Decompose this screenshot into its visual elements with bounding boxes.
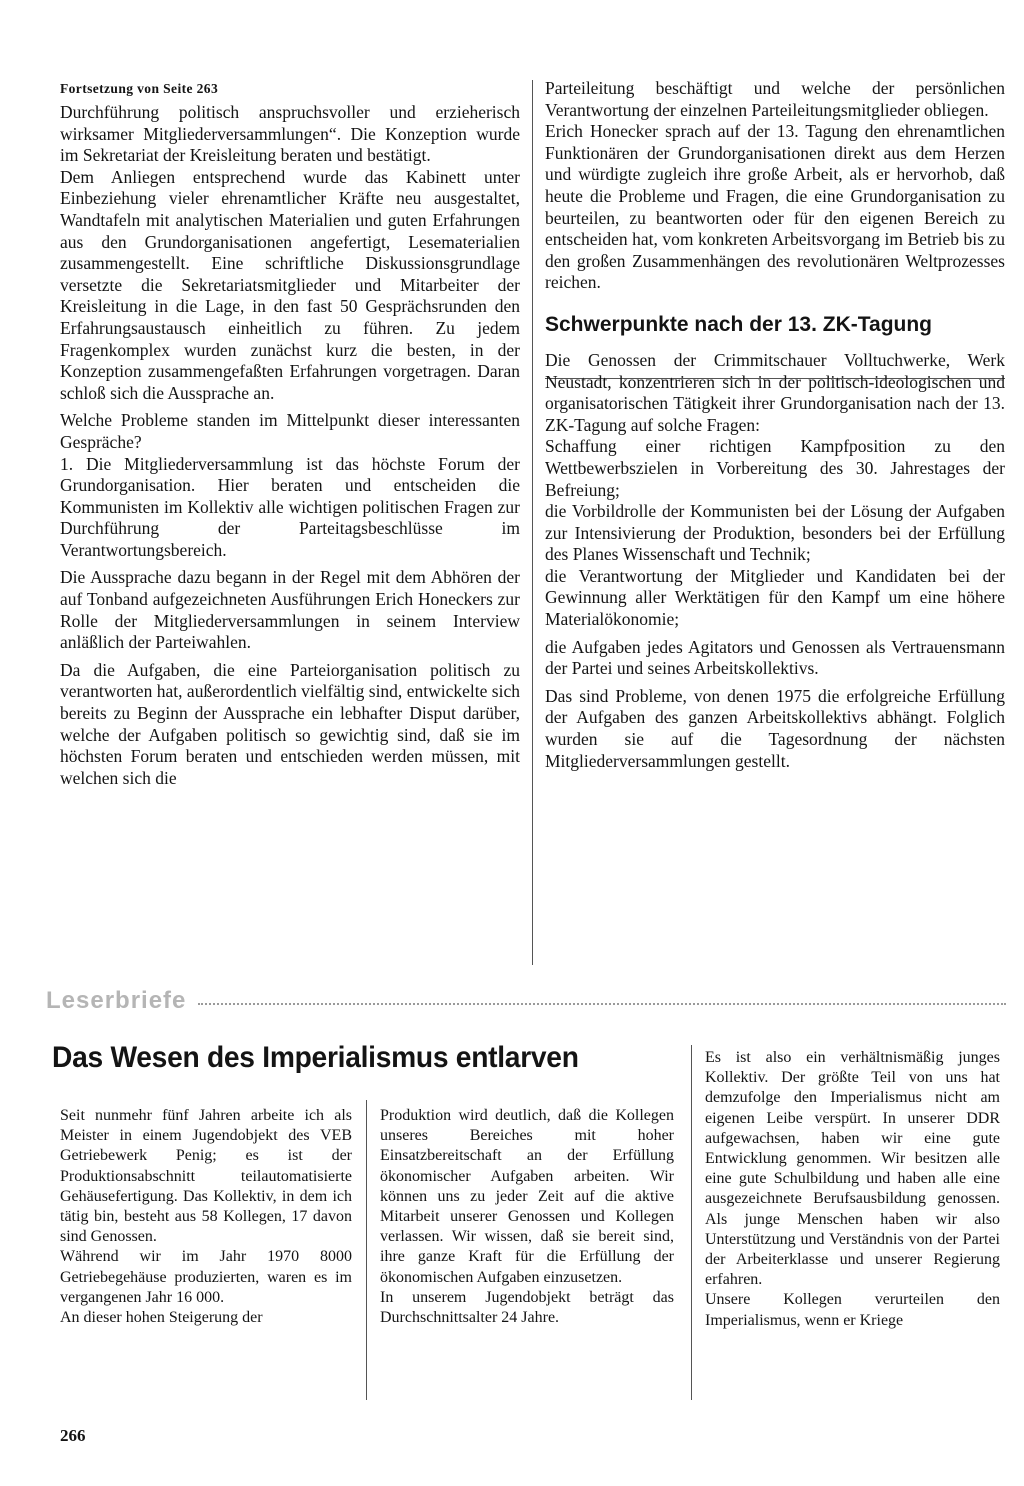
letter-paragraph: Während wir im Jahr 1970 8000 Getriebegehäuse produzierten, waren es im vergangenen Jahr 16 000. — [60, 1248, 352, 1306]
article-paragraph: Die Genossen der Crimmitschauer Volltuchwerke, Werk Neustadt, konzentrieren sich in der politisch-ideologischen und organisatorischen Tätigkeit ihrer Grundorganisation nach der 13. ZK-Tagung auf solche Fragen: — [545, 349, 1005, 435]
article-paragraph: Dem Anliegen entsprechend wurde das Kabinett unter Einbeziehung vieler ehrenamtlicher Kräfte neu ausgestaltet, Wandtafeln mit analytischen Materialien und guten Erfahrungen aus den Grundorganisationen angefertigt, Lesematerialien zusammengestellt. Eine schriftliche Diskussionsgrundlage versetzte die Sekretariatsmitglieder und Mitarbeiter der Kreisleitung in die Lage, in den fast 50 Gesprächsrunden den Erfahrungsaustausch einheitlich zu führen. Zu jedem Fragenkomplex wurden zunächst kurz die besten, in der Konzeption zusammengefaßten Erfahrungen vorgetragen. Daran schloß sich die Aussprache an. — [60, 166, 520, 403]
article-paragraph: Schaffung einer richtigen Kampfposition zu den Wettbewerbszielen in Vorbereitung des 30. Jahrestages der Befreiung; — [545, 436, 1005, 500]
letter-paragraph: Es ist also ein verhältnismäßig junges Kollektiv. Der größte Teil von uns hat demzufolge den Imperialismus nicht am eigenen Leibe verspürt. In unserer DDR aufgewachsen, haben wir eine gute Entwicklung genommen. Wir besitzen alle eine gute Schulbildung und haben alle eine ausgezeichnete Berufsausbildung genossen. Als junge Menschen haben wir also Unterstützung und Verständnis von der Partei der Arbeiterklasse und unserer Regierung erfahren. — [705, 1049, 1000, 1289]
article-paragraph: Die Aussprache dazu begann in der Regel mit dem Abhören der auf Tonband aufgezeichneten Ausführungen Erich Honeckers zur Rolle der Mitgliederversammlungen in seinem Interview anläßlich der Parteiwahlen. — [60, 567, 520, 653]
article-paragraph: Durchführung politisch anspruchsvoller und erzieherisch wirksamer Mitgliederversammlungen“. Die Konzeption wurde im Sekretariat der Kreisleitung beraten und bestätigt. — [60, 102, 520, 166]
article-paragraph: Erich Honecker sprach auf der 13. Tagung den ehrenamtlichen Funktionären der Grundorganisationen direkt aus dem Herzen und würdigte zugleich ihre große Arbeit, als er hervorhob, daß heute die Probleme und Fragen, die eine Grundorganisation zu beurteilen, zu beantworten oder für den eigenen Bereich zu entscheiden hat, vom konkreten Arbeitsvorgang im Betrieb bis zu den großen Zusammenhängen des revolutionären Weltprozesses reichen. — [545, 121, 1005, 293]
letter-column-1 — [60, 1106, 352, 1328]
page-number: 266 — [60, 1426, 86, 1445]
letter-paragraph: In unserem Jugendobjekt beträgt das Durchschnittsalter 24 Jahre. — [380, 1288, 674, 1327]
letter-paragraph: Unsere Kollegen verurteilen den Imperialismus, wenn er Kriege — [705, 1291, 1000, 1329]
article-paragraph: 1. Die Mitgliederversammlung ist das höchste Forum der Grundorganisation. Hier beraten und entscheiden die Kommunisten im Kollektiv alle wichtigen politischen Fragen zur Durchführung der Parteitagsbeschlüsse im Verantwortungsbereich. — [60, 453, 520, 560]
letter-column-divider — [366, 1100, 367, 1400]
continuation-note: Fortsetzung von Seite 263 — [60, 81, 219, 96]
article-left-column — [60, 80, 520, 789]
letter-paragraph: Produktion wird deutlich, daß die Kollegen unseres Bereiches mit hoher Einsatzbereitschaft an der Erfüllung ökonomischer Aufgaben arbeiten. Wir können uns zu jeder Zeit auf die aktive Mitarbeit unserer Genossen und Kollegen verlassen. Wir wissen, daß sie bereit sind, ihre ganze Kraft für die Erfüllung der ökonomischen Aufgaben einzusetzen. — [380, 1107, 674, 1286]
letter-paragraph: Seit nunmehr fünf Jahren arbeite ich als Meister in einem Jugendobjekt des VEB Getriebewerk Penig; es ist der Produktionsabschnitt teilautomatisierte Gehäusefertigung. Das Kollektiv, in dem ich tätig bin, besteht aus 58 Kollegen, 17 davon sind Genossen. — [60, 1107, 352, 1246]
letter-column-divider — [691, 1045, 692, 1400]
article-paragraph: Welche Probleme standen im Mittelpunkt dieser interessanten Gespräche? — [60, 410, 520, 452]
column-divider — [532, 80, 533, 965]
article-paragraph: die Aufgaben jedes Agitators und Genossen als Vertrauensmann der Partei und seines Arbeitskollektivs. — [545, 636, 1005, 679]
dotted-divider — [198, 1003, 1006, 1005]
letter-paragraph: An dieser hohen Steigerung der — [60, 1309, 263, 1327]
letter-column-2 — [380, 1106, 674, 1328]
article-paragraph: die Vorbildrolle der Kommunisten bei der Lösung der Aufgaben zur Intensivierung der Produktion, besonders bei der Erfüllung des Planes Wissenschaft und Technik; — [545, 501, 1005, 565]
letters-section-label: Leserbriefe — [46, 987, 187, 1014]
letter-column-3 — [705, 1048, 1000, 1331]
article-paragraph: die Verantwortung der Mitglieder und Kandidaten bei der Gewinnung aller Werktätigen für den Kampf um eine höhere Materialökonomie; — [545, 565, 1005, 630]
article-paragraph: Da die Aufgaben, die eine Parteiorganisation politisch zu verantworten hat, außerordentlich vielfältig sind, entwickelte sich bereits zu Beginn der Aussprache ein lebhafter Disput darüber, welche der Aufgaben politisch so gewichtig sind, daß sie im höchsten Forum beraten und entschieden werden müssen, mit welchen sich die — [60, 659, 520, 788]
article-paragraph: Das sind Probleme, von denen 1975 die erfolgreiche Erfüllung der Aufgaben des ganzen Arbeitskollektivs abhängt. Folglich wurden sie auf die Tagesordnung der nächsten Mitgliederversammlungen gestellt. — [545, 685, 1005, 771]
section-heading: Schwerpunkte nach der 13. ZK-Tagung — [545, 312, 933, 336]
article-paragraph: Parteileitung beschäftigt und welche der persönlichen Verantwortung der einzelnen Parteileitungsmitglieder obliegen. — [545, 78, 1005, 120]
letter-title: Das Wesen des Imperialismus entlarven — [52, 1041, 579, 1074]
article-right-column — [545, 78, 1005, 772]
